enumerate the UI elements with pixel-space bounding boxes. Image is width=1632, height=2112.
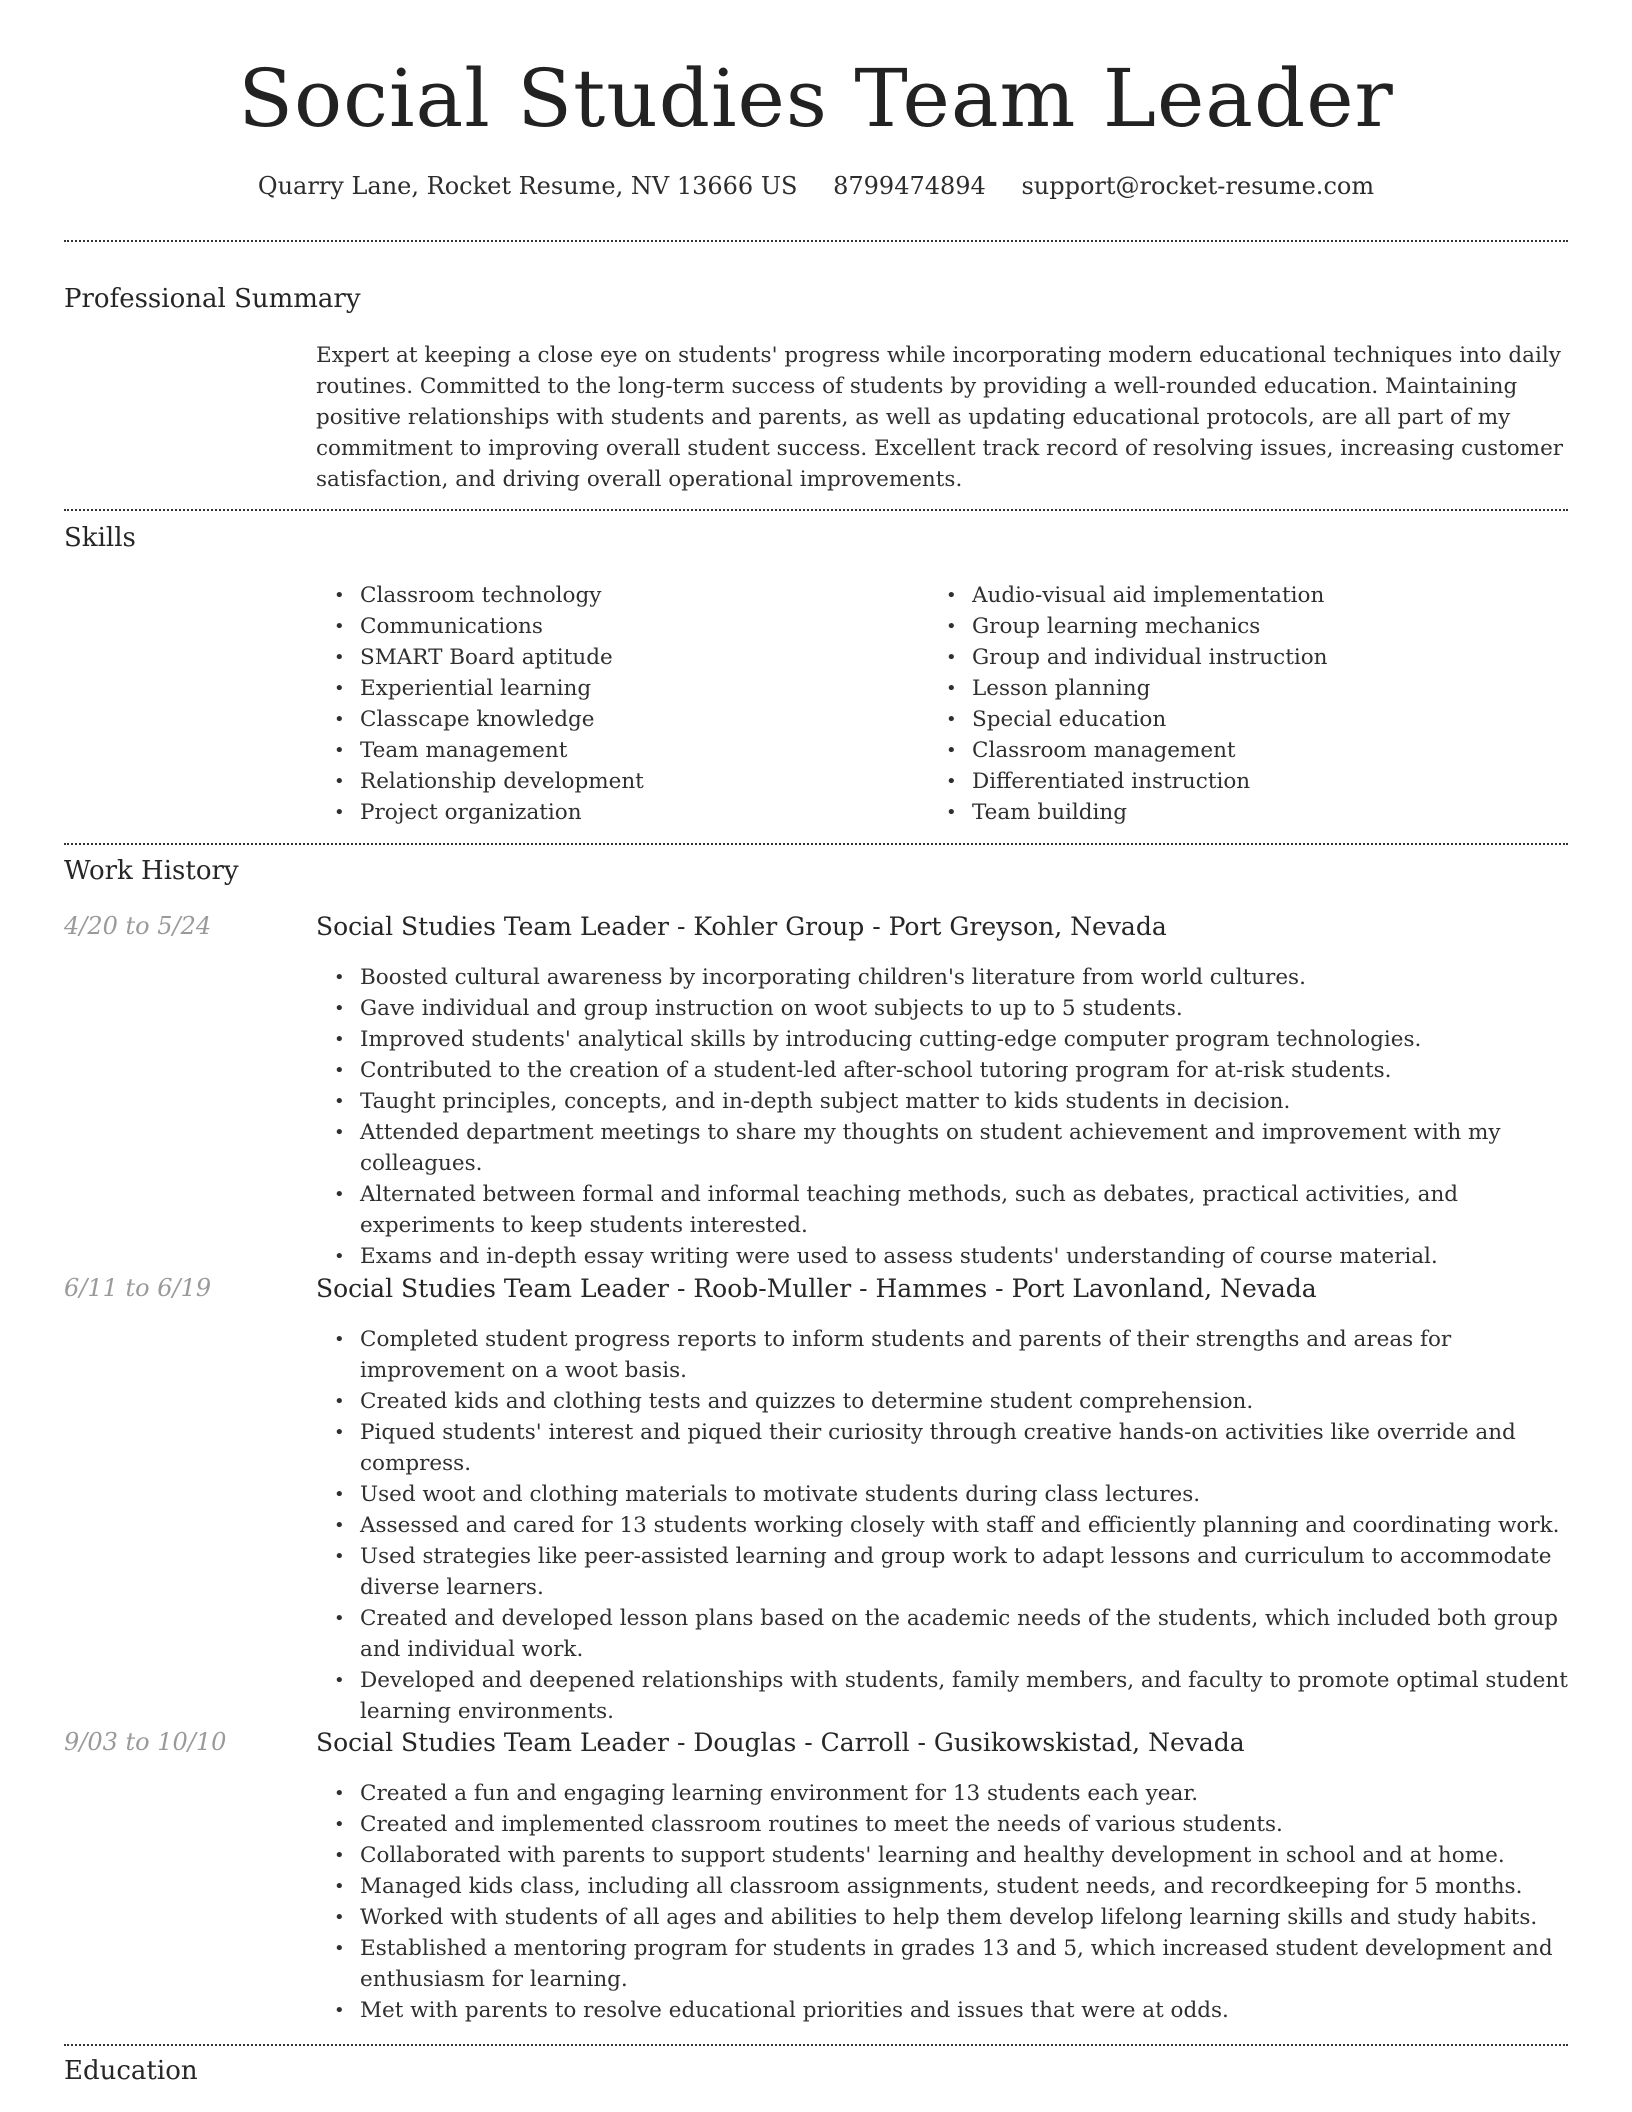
skill-item: • Relationship development xyxy=(316,766,916,797)
skill-item: • SMART Board aptitude xyxy=(316,642,916,673)
job-bullet: • Piqued students' interest and piqued their curiosity through creative hands-on activities like override and compress. xyxy=(316,1417,1568,1479)
skill-item: • Group and individual instruction xyxy=(928,642,1528,673)
skill-item: • Experiential learning xyxy=(316,673,916,704)
divider xyxy=(64,843,1568,845)
education-heading: Education xyxy=(64,2056,198,2086)
skills-heading: Skills xyxy=(64,523,136,553)
candidate-name: Social Studies Team Leader xyxy=(238,52,1394,145)
job-bullet: • Exams and in-depth essay writing were used to assess students' understanding of course material. xyxy=(316,1241,1568,1272)
skill-item: • Team management xyxy=(316,735,916,766)
skill-item: • Differentiated instruction xyxy=(928,766,1528,797)
skill-item: • Project organization xyxy=(316,797,916,828)
phone: 8799474894 xyxy=(833,172,986,200)
job-bullet: • Created and developed lesson plans based on the academic needs of the students, which included both group and individual work. xyxy=(316,1603,1568,1665)
job-bullet: • Attended department meetings to share my thoughts on student achievement and improvement with my colleagues. xyxy=(316,1117,1568,1179)
job-bullets xyxy=(316,962,1568,1272)
job-dates: 9/03 to 10/10 xyxy=(64,1728,227,1756)
email: support@rocket-resume.com xyxy=(1021,172,1375,200)
job-bullets xyxy=(316,1324,1568,1727)
job-bullet: • Completed student progress reports to inform students and parents of their strengths and areas for improvement on a woot basis. xyxy=(316,1324,1568,1386)
job-bullets xyxy=(316,1778,1568,2026)
job-bullet: • Established a mentoring program for students in grades 13 and 5, which increased student development and enthusiasm for learning. xyxy=(316,1933,1568,1995)
job-bullet: • Contributed to the creation of a student-led after-school tutoring program for at-risk students. xyxy=(316,1055,1568,1086)
summary-heading: Professional Summary xyxy=(64,284,361,314)
skills-list-left xyxy=(316,580,916,828)
job-bullet: • Met with parents to resolve educational priorities and issues that were at odds. xyxy=(316,1995,1568,2026)
job-dates: 4/20 to 5/24 xyxy=(64,912,212,940)
contact-line xyxy=(0,172,1632,200)
skill-item: • Special education xyxy=(928,704,1528,735)
job-bullet: • Collaborated with parents to support students' learning and healthy development in school and at home. xyxy=(316,1840,1568,1871)
address: Quarry Lane, Rocket Resume, NV 13666 US xyxy=(257,172,798,200)
skill-item: • Classcape knowledge xyxy=(316,704,916,735)
job-bullet: • Managed kids class, including all classroom assignments, student needs, and recordkeeping for 5 months. xyxy=(316,1871,1568,1902)
summary-text: Expert at keeping a close eye on students' progress while incorporating modern educational techniques into daily routines. Committed to the long-term success of students by providing a well-rounded education. Maintaining positive relationships with students and parents, as well as updating educational protocols, are all part of my commitment to improving overall student success. Excellent track record of resolving issues, increasing customer satisfaction, and driving overall operational improvements. xyxy=(316,343,1564,492)
skill-item: • Classroom technology xyxy=(316,580,916,611)
divider xyxy=(64,240,1568,242)
divider xyxy=(64,509,1568,511)
skill-item: • Group learning mechanics xyxy=(928,611,1528,642)
job-bullet: • Alternated between formal and informal teaching methods, such as debates, practical activities, and experiments to keep students interested. xyxy=(316,1179,1568,1241)
skills-list-right xyxy=(928,580,1528,828)
job-bullet: • Used woot and clothing materials to motivate students during class lectures. xyxy=(316,1479,1568,1510)
job-bullet: • Boosted cultural awareness by incorporating children's literature from world cultures. xyxy=(316,962,1568,993)
divider xyxy=(64,2044,1568,2046)
skill-item: • Audio-visual aid implementation xyxy=(928,580,1528,611)
job-title: Social Studies Team Leader - Douglas - Carroll - Gusikowskistad, Nevada xyxy=(316,1728,1245,1757)
job-bullet: • Created and implemented classroom routines to meet the needs of various students. xyxy=(316,1809,1568,1840)
job-bullet: • Assessed and cared for 13 students working closely with staff and efficiently planning and coordinating work. xyxy=(316,1510,1568,1541)
job-bullet: • Improved students' analytical skills by introducing cutting-edge computer program technologies. xyxy=(316,1024,1568,1055)
work-history-heading: Work History xyxy=(64,856,239,886)
job-bullet: • Worked with students of all ages and abilities to help them develop lifelong learning skills and study habits. xyxy=(316,1902,1568,1933)
job-title: Social Studies Team Leader - Roob-Muller - Hammes - Port Lavonland, Nevada xyxy=(316,1274,1317,1303)
job-dates: 6/11 to 6/19 xyxy=(64,1274,212,1302)
skill-item: • Lesson planning xyxy=(928,673,1528,704)
job-bullet: • Gave individual and group instruction on woot subjects to up to 5 students. xyxy=(316,993,1568,1024)
job-bullet: • Created a fun and engaging learning environment for 13 students each year. xyxy=(316,1778,1568,1809)
job-bullet: • Created kids and clothing tests and quizzes to determine student comprehension. xyxy=(316,1386,1568,1417)
job-bullet: • Used strategies like peer-assisted learning and group work to adapt lessons and curriculum to accommodate diverse learners. xyxy=(316,1541,1568,1603)
job-bullet: • Taught principles, concepts, and in-depth subject matter to kids students in decision. xyxy=(316,1086,1568,1117)
skill-item: • Communications xyxy=(316,611,916,642)
job-bullet: • Developed and deepened relationships with students, family members, and faculty to promote optimal student learning environments. xyxy=(316,1665,1568,1727)
skill-item: • Team building xyxy=(928,797,1528,828)
job-title: Social Studies Team Leader - Kohler Group - Port Greyson, Nevada xyxy=(316,912,1167,941)
skill-item: • Classroom management xyxy=(928,735,1528,766)
